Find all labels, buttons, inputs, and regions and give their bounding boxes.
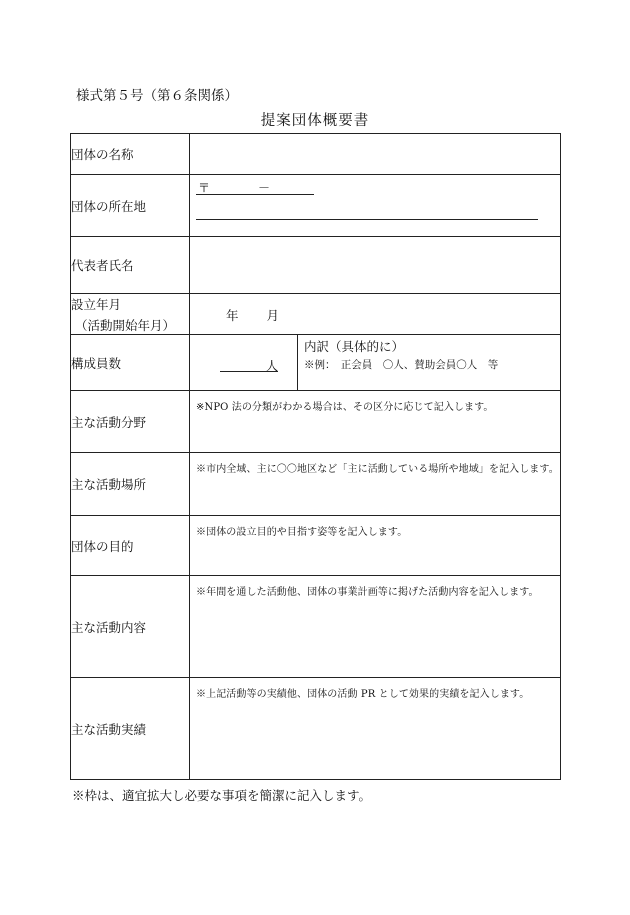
field-activity-content[interactable]: [190, 576, 561, 678]
footnote: ※枠は、適宜拡大し必要な事項を簡潔に記入します。: [72, 788, 372, 803]
label-address: 団体の所在地: [71, 175, 190, 237]
field-address[interactable]: [190, 175, 561, 237]
label-purpose: 団体の目的: [71, 516, 190, 576]
month-unit: 月: [266, 308, 280, 323]
field-founded[interactable]: [190, 294, 561, 335]
hint-activity-field: ※NPO 法の分類がわかる場合は、その区分に応じて記入します。: [196, 402, 494, 413]
breakdown-example: ※例： 正会員 〇人、賛助会員〇人 等: [304, 359, 499, 371]
address-line[interactable]: [196, 219, 538, 220]
label-activity-place: 主な活動場所: [71, 453, 190, 516]
form-number: 様式第５号（第６条関係）: [76, 88, 238, 104]
label-organization-name: 団体の名称: [71, 134, 190, 175]
member-count-line[interactable]: 人: [220, 357, 278, 372]
postal-dash: －: [258, 181, 271, 195]
hint-purpose: ※団体の設立目的や目指す姿等を記入します。: [196, 527, 408, 538]
row-founded: [71, 294, 561, 335]
label-members: 構成員数: [71, 335, 190, 391]
field-activity-results[interactable]: [190, 678, 561, 780]
field-representative[interactable]: [190, 237, 561, 294]
hint-activity-results: ※上記活動等の実績他、団体の活動 PR として効果的実績を記入します。: [196, 689, 530, 700]
form-title: 提案団体概要書: [260, 113, 370, 129]
member-breakdown-cell[interactable]: [298, 335, 560, 390]
field-activity-field[interactable]: [190, 391, 561, 453]
label-founded-sub: （活動開始年月）: [75, 317, 176, 333]
label-founded: [71, 294, 190, 335]
year-unit: 年: [226, 308, 239, 323]
field-purpose[interactable]: [190, 516, 561, 576]
row-activity-results: [71, 678, 561, 780]
member-count-cell[interactable]: [190, 335, 298, 390]
row-activity-content: [71, 576, 561, 678]
row-representative: [71, 237, 561, 294]
hint-activity-content: ※年間を通した活動他、団体の事業計画等に掲げた活動内容を記入します。: [196, 587, 539, 598]
row-activity-field: [71, 391, 561, 453]
field-organization-name[interactable]: [190, 134, 561, 175]
breakdown-title: 内訳（具体的に）: [304, 339, 405, 354]
label-founded-main: 設立年月: [71, 296, 122, 312]
members-split: [190, 335, 560, 390]
row-address: [71, 175, 561, 237]
postal-code-line[interactable]: [196, 179, 314, 195]
overview-table: [70, 133, 561, 780]
label-activity-field: 主な活動分野: [71, 391, 190, 453]
label-representative: 代表者氏名: [71, 237, 190, 294]
year-month: [226, 306, 279, 324]
row-members: [71, 335, 561, 391]
row-activity-place: [71, 453, 561, 516]
row-purpose: [71, 516, 561, 576]
label-activity-content: 主な活動内容: [71, 576, 190, 678]
row-organization-name: [71, 134, 561, 175]
field-activity-place[interactable]: [190, 453, 561, 516]
field-members: [190, 335, 561, 391]
postal-mark: 〒: [198, 181, 211, 195]
label-activity-results: 主な活動実績: [71, 678, 190, 780]
hint-activity-place: ※市内全域、主に〇〇地区など「主に活動している場所や地域」を記入します。: [196, 464, 559, 475]
